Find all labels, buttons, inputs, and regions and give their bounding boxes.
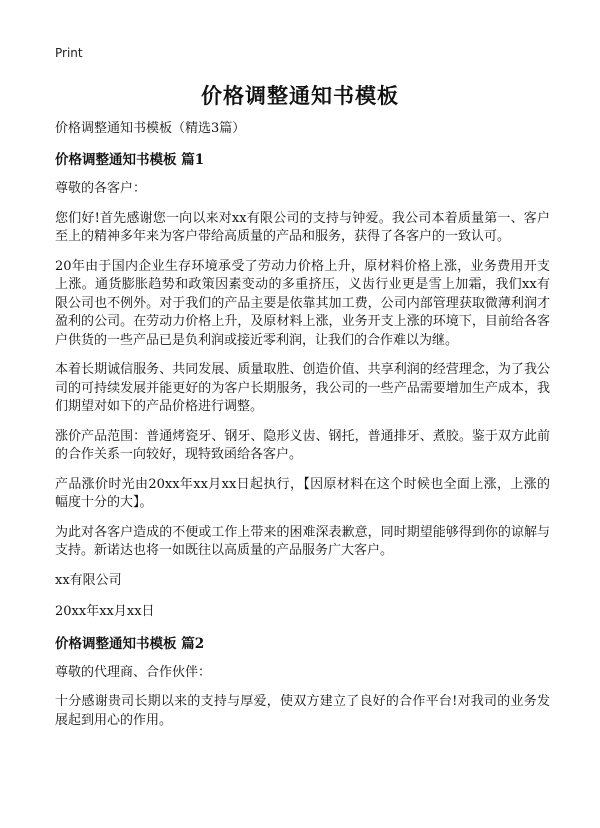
paragraph: 涨价产品范围：普通烤瓷牙、钢牙、隐形义齿、钢托，普通排牙、煮胶。鉴于双方此前的合作关系一向较好，现特致函给各客户。 [55, 428, 550, 462]
print-label: Print [55, 46, 83, 60]
paragraph: 产品涨价时光由20xx年xx月xx日起执行，【因原材料在这个时候也全面上涨，上涨的幅度十分的大】。 [55, 476, 550, 510]
paragraph: 本着长期诚信服务、共同发展、质量取胜、创造价值、共享利润的经营理念，为了我公司的可持续发展并能更好的为客户长期服务，我公司的一些产品需要增加生产成本，我们期望对如下的产品价格进行调整。 [55, 362, 550, 414]
document-body [55, 120, 550, 741]
document-subtitle: 价格调整通知书模板（精选3篇） [55, 121, 246, 136]
paragraph: 您们好!首先感谢您一向以来对xx有限公司的支持与钟爱。我公司本着质量第一、客户至上的精神多年来为客户带给高质量的产品和服务，获得了各客户的一致认可。 [55, 210, 550, 244]
paragraph: 20年由于国内企业生存环境承受了劳动力价格上升，原材料价格上涨，业务费用开支上涨。通货膨胀趋势和政策因素变动的多重挤压，义齿行业更是雪上加霜，我们xx有限公司也不例外。对于我们的产品主要是依靠其加工费，公司内部管理获取微薄利润才盈利的公司。在劳动力价格上升，及原材料上涨，业务开支上涨的环境下，目前给各客户供货的一些产品已是负利润或接近零利润，让我们的合作难以为继。 [55, 258, 550, 348]
signature-company: xx有限公司 [55, 572, 122, 588]
section-heading-1: 价格调整通知书模板 篇1 [55, 152, 205, 168]
page-title: 价格调整通知书模板 [201, 83, 399, 108]
salutation: 尊敬的各客户： [55, 181, 147, 196]
section-heading-2: 价格调整通知书模板 篇2 [55, 635, 205, 652]
salutation: 尊敬的代理商、合作伙伴： [55, 664, 212, 680]
paragraph: 为此对各客户造成的不便或工作上带来的困难深表歉意，同时期望能够得到你的谅解与支持。新诺达也将一如既往以高质量的产品服务广大客户。 [55, 524, 550, 558]
signature-date: 20xx年xx月xx日 [55, 604, 155, 619]
paragraph: 十分感谢贵司长期以来的支持与厚爱，使双方建立了良好的合作平台!对我司的业务发展起到用心的作用。 [55, 694, 550, 728]
